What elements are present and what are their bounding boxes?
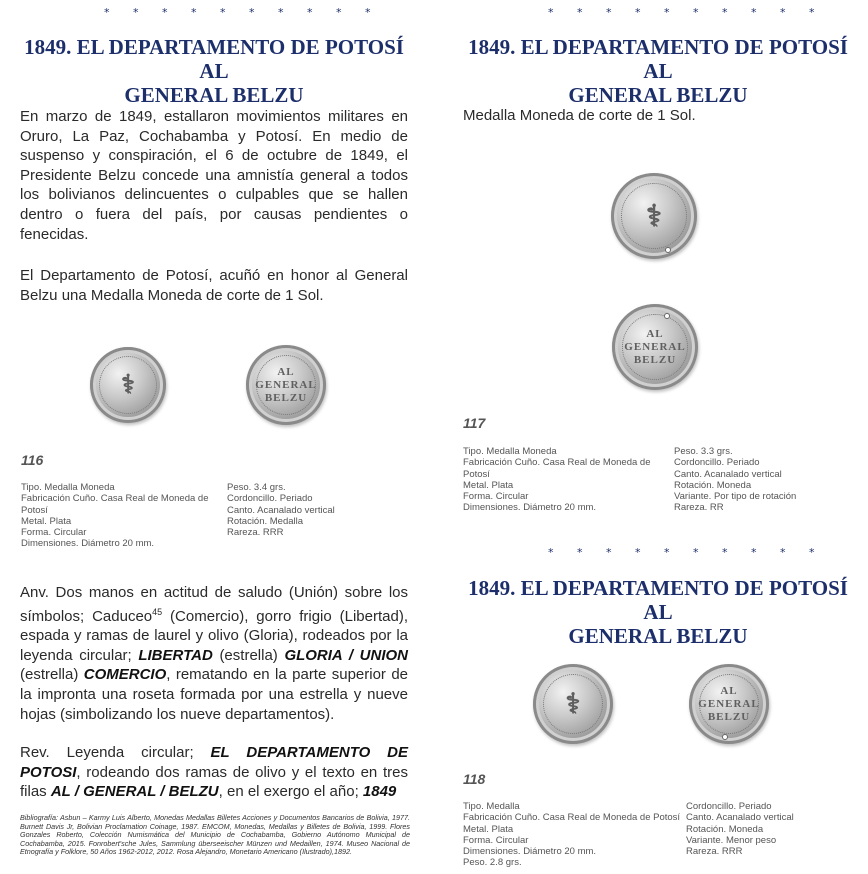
page-title-right-bottom <box>458 576 858 648</box>
decorative-stars-right-bottom: * * * * * * * * * * <box>548 546 825 559</box>
legend-al-general-belzu: AL / GENERAL / BELZU <box>50 783 219 801</box>
specs-right-116 <box>227 482 407 538</box>
spec-line: Cordoncillo. Periado <box>686 801 772 812</box>
caduceus-emblem-icon: ⚕ <box>645 199 663 233</box>
legend-gloria-union: GLORIA / UNION <box>284 646 408 664</box>
text-run: Anv. Dos manos en actitud de saludo (Unión) sobre los símbolos; Caduceo <box>20 584 408 625</box>
caduceus-emblem-icon: ⚕ <box>565 689 581 720</box>
spec-line: Cordoncillo. Periado <box>227 493 313 505</box>
spec-line: Canto. Acanalado vertical <box>686 812 794 824</box>
coin-text-belzu: BELZU <box>264 391 308 404</box>
caduceus-emblem-icon: ⚕ <box>120 370 136 399</box>
spec-line: Cordoncillo. Periado <box>674 457 760 469</box>
intro-paragraph-2: El Departamento de Potosí, acuñó en honor al General Belzu una Medalla Moneda de corte de 1 Sol. <box>20 267 408 304</box>
spec-line: Rotación. Moneda <box>686 823 764 835</box>
footnote-ref: 45 <box>152 606 163 617</box>
reverse-description <box>20 743 408 802</box>
spec-line: Tipo. Medalla Moneda <box>21 482 115 493</box>
coin-reverse-inscription <box>246 345 326 425</box>
text-run: (Comercio), gorro frigio (Libertad), espada y ramas de laurel y olivo (Gloria), rodeados por la leyenda circular; <box>20 607 408 664</box>
spec-line: Rotación. Medalla <box>227 515 304 527</box>
coin-116-reverse-image <box>246 345 326 425</box>
spec-line: Forma. Circular <box>463 491 529 503</box>
spec-line: Peso. 2.8 grs. <box>463 857 522 869</box>
specs-left-118 <box>463 801 681 869</box>
punch-hole <box>664 313 670 319</box>
spec-line: Rotación. Moneda <box>674 479 752 491</box>
spec-line: Fabricación Cuño. Casa Real de Moneda de Potosí <box>463 812 681 824</box>
title-line-1: 1849. EL DEPARTAMENTO DE POTOSÍ AL <box>468 35 848 83</box>
spec-line: Peso. 3.3 grs. <box>674 446 733 457</box>
coin-118-reverse-image <box>689 664 769 744</box>
intro-paragraph-right: Medalla Moneda de corte de 1 Sol. <box>463 107 696 124</box>
coin-text-belzu: BELZU <box>707 710 751 723</box>
title-line-2: GENERAL BELZU <box>568 83 748 107</box>
title-line-2: GENERAL BELZU <box>568 624 748 648</box>
obverse-description <box>20 583 408 724</box>
coin-118-obverse-image <box>533 664 613 744</box>
page-title-right-top <box>458 35 858 107</box>
item-number-118: 118 <box>463 771 486 787</box>
text-run: (estrella) <box>212 646 285 664</box>
title-line-2: GENERAL BELZU <box>124 83 304 107</box>
spec-line: Dimensiones. Diámetro 20 mm. <box>463 846 597 858</box>
title-line-1: 1849. EL DEPARTAMENTO DE POTOSÍ AL <box>24 35 404 83</box>
text-run: Rev. Leyenda circular; <box>20 744 211 761</box>
legend-libertad: LIBERTAD <box>138 646 213 664</box>
spec-line: Fabricación Cuño. Casa Real de Moneda de Potosí <box>463 457 651 480</box>
text-run: , rodeando dos ramas de olivo y el texto en tres filas <box>20 763 408 801</box>
specs-left-116 <box>21 482 217 550</box>
coin-text-al: AL <box>277 365 295 378</box>
text-run: (estrella) <box>20 666 84 684</box>
spec-line: Dimensiones. Diámetro 20 mm. <box>21 538 155 550</box>
spec-line: Rareza. RRR <box>227 527 284 539</box>
specs-right-117 <box>674 446 854 514</box>
coin-text-general: GENERAL <box>698 697 760 710</box>
item-number-117: 117 <box>463 415 486 431</box>
specs-left-117 <box>463 446 659 514</box>
coin-117-obverse-image <box>611 173 697 259</box>
page-title-left <box>18 35 410 107</box>
text-run: , en el exergo el año; <box>218 783 363 801</box>
spec-line: Metal. Plata <box>463 479 514 491</box>
spec-line: Metal. Plata <box>463 823 514 835</box>
specs-right-118 <box>686 801 858 857</box>
spec-line: Tipo. Medalla <box>463 801 520 812</box>
spec-line: Forma. Circular <box>463 834 529 846</box>
spec-line: Tipo. Medalla Moneda <box>463 446 557 457</box>
decorative-stars-left: * * * * * * * * * * <box>104 6 381 19</box>
coin-reverse-inscription <box>689 664 769 744</box>
title-line-1: 1849. EL DEPARTAMENTO DE POTOSÍ AL <box>468 576 848 624</box>
bibliography: Bibliografía: Asbun – Karmy Luis Alberto, Monedas Medallas Billetes Acciones y Documentos Bancarios de Bolivia, 1977. Burnett Davis Jr, Bolivian Proclamation Coinage, 1987. EMCOM, Monedas, Medallas y Billetes de Bolivia, 1999. Flores Gonzales Roberto, Colección Numismática del Municipio de Cochabamba, Gobierno Autónomo Municipal de Cochabamba, 2015. Fonrobert'sche Jules, Sammlung überseeischer Münzen und Medaillen, 1974. Museo Nacional de Etnografía y Folklore, 50 Años 1962-2012, 2012. Rosa Alejandro, Monetario Americano (Ilustrado),1892. <box>20 813 410 857</box>
coin-text-general: GENERAL <box>255 378 317 391</box>
coin-text-al: AL <box>646 327 664 340</box>
coin-text-general: GENERAL <box>624 340 686 353</box>
spec-line: Fabricación Cuño. Casa Real de Moneda de Potosí <box>21 493 209 516</box>
spec-line: Variante. Por tipo de rotación <box>674 491 797 503</box>
text-run: , rematando en la parte superior de la impronta una roseta formada por una estrella y nueve hojas (simbolizando los nueve departamentos). <box>20 666 409 723</box>
spec-line: Rareza. RR <box>674 502 724 514</box>
coin-text-al: AL <box>720 684 738 697</box>
punch-hole <box>665 247 671 253</box>
spec-line: Metal. Plata <box>21 515 72 527</box>
spec-line: Rareza. RRR <box>686 846 743 858</box>
coin-text-belzu: BELZU <box>633 353 677 366</box>
punch-hole <box>722 734 728 740</box>
spec-line: Dimensiones. Diámetro 20 mm. <box>463 502 597 514</box>
legend-year: 1849 <box>362 783 397 801</box>
spec-line: Forma. Circular <box>21 527 87 539</box>
coin-reverse-inscription <box>612 304 698 390</box>
spec-line: Peso. 3.4 grs. <box>227 482 286 493</box>
spec-line: Canto. Acanalado vertical <box>674 468 782 480</box>
item-number-116: 116 <box>21 452 44 468</box>
spec-line: Variante. Menor peso <box>686 834 777 846</box>
intro-paragraph: En marzo de 1849, estallaron movimientos militares en Oruro, La Paz, Cochabamba y Potosí. En medio de suspenso y conspiración, el 6 de octubre de 1849, el Presidente Belzu concede una amnistía general a todos los bolivianos delincuentes o culpables que se hallen dentro o fuera del país, por causas pendientes o fenecidas. <box>20 108 408 243</box>
coin-117-reverse-image <box>612 304 698 390</box>
legend-comercio: COMERCIO <box>83 666 167 684</box>
legend-departamento: EL DEPARTAMENTO DE POTOSI <box>20 744 409 781</box>
coin-116-obverse-image <box>90 347 166 423</box>
spec-line: Canto. Acanalado vertical <box>227 504 335 516</box>
decorative-stars-right-top: * * * * * * * * * * <box>548 6 825 19</box>
